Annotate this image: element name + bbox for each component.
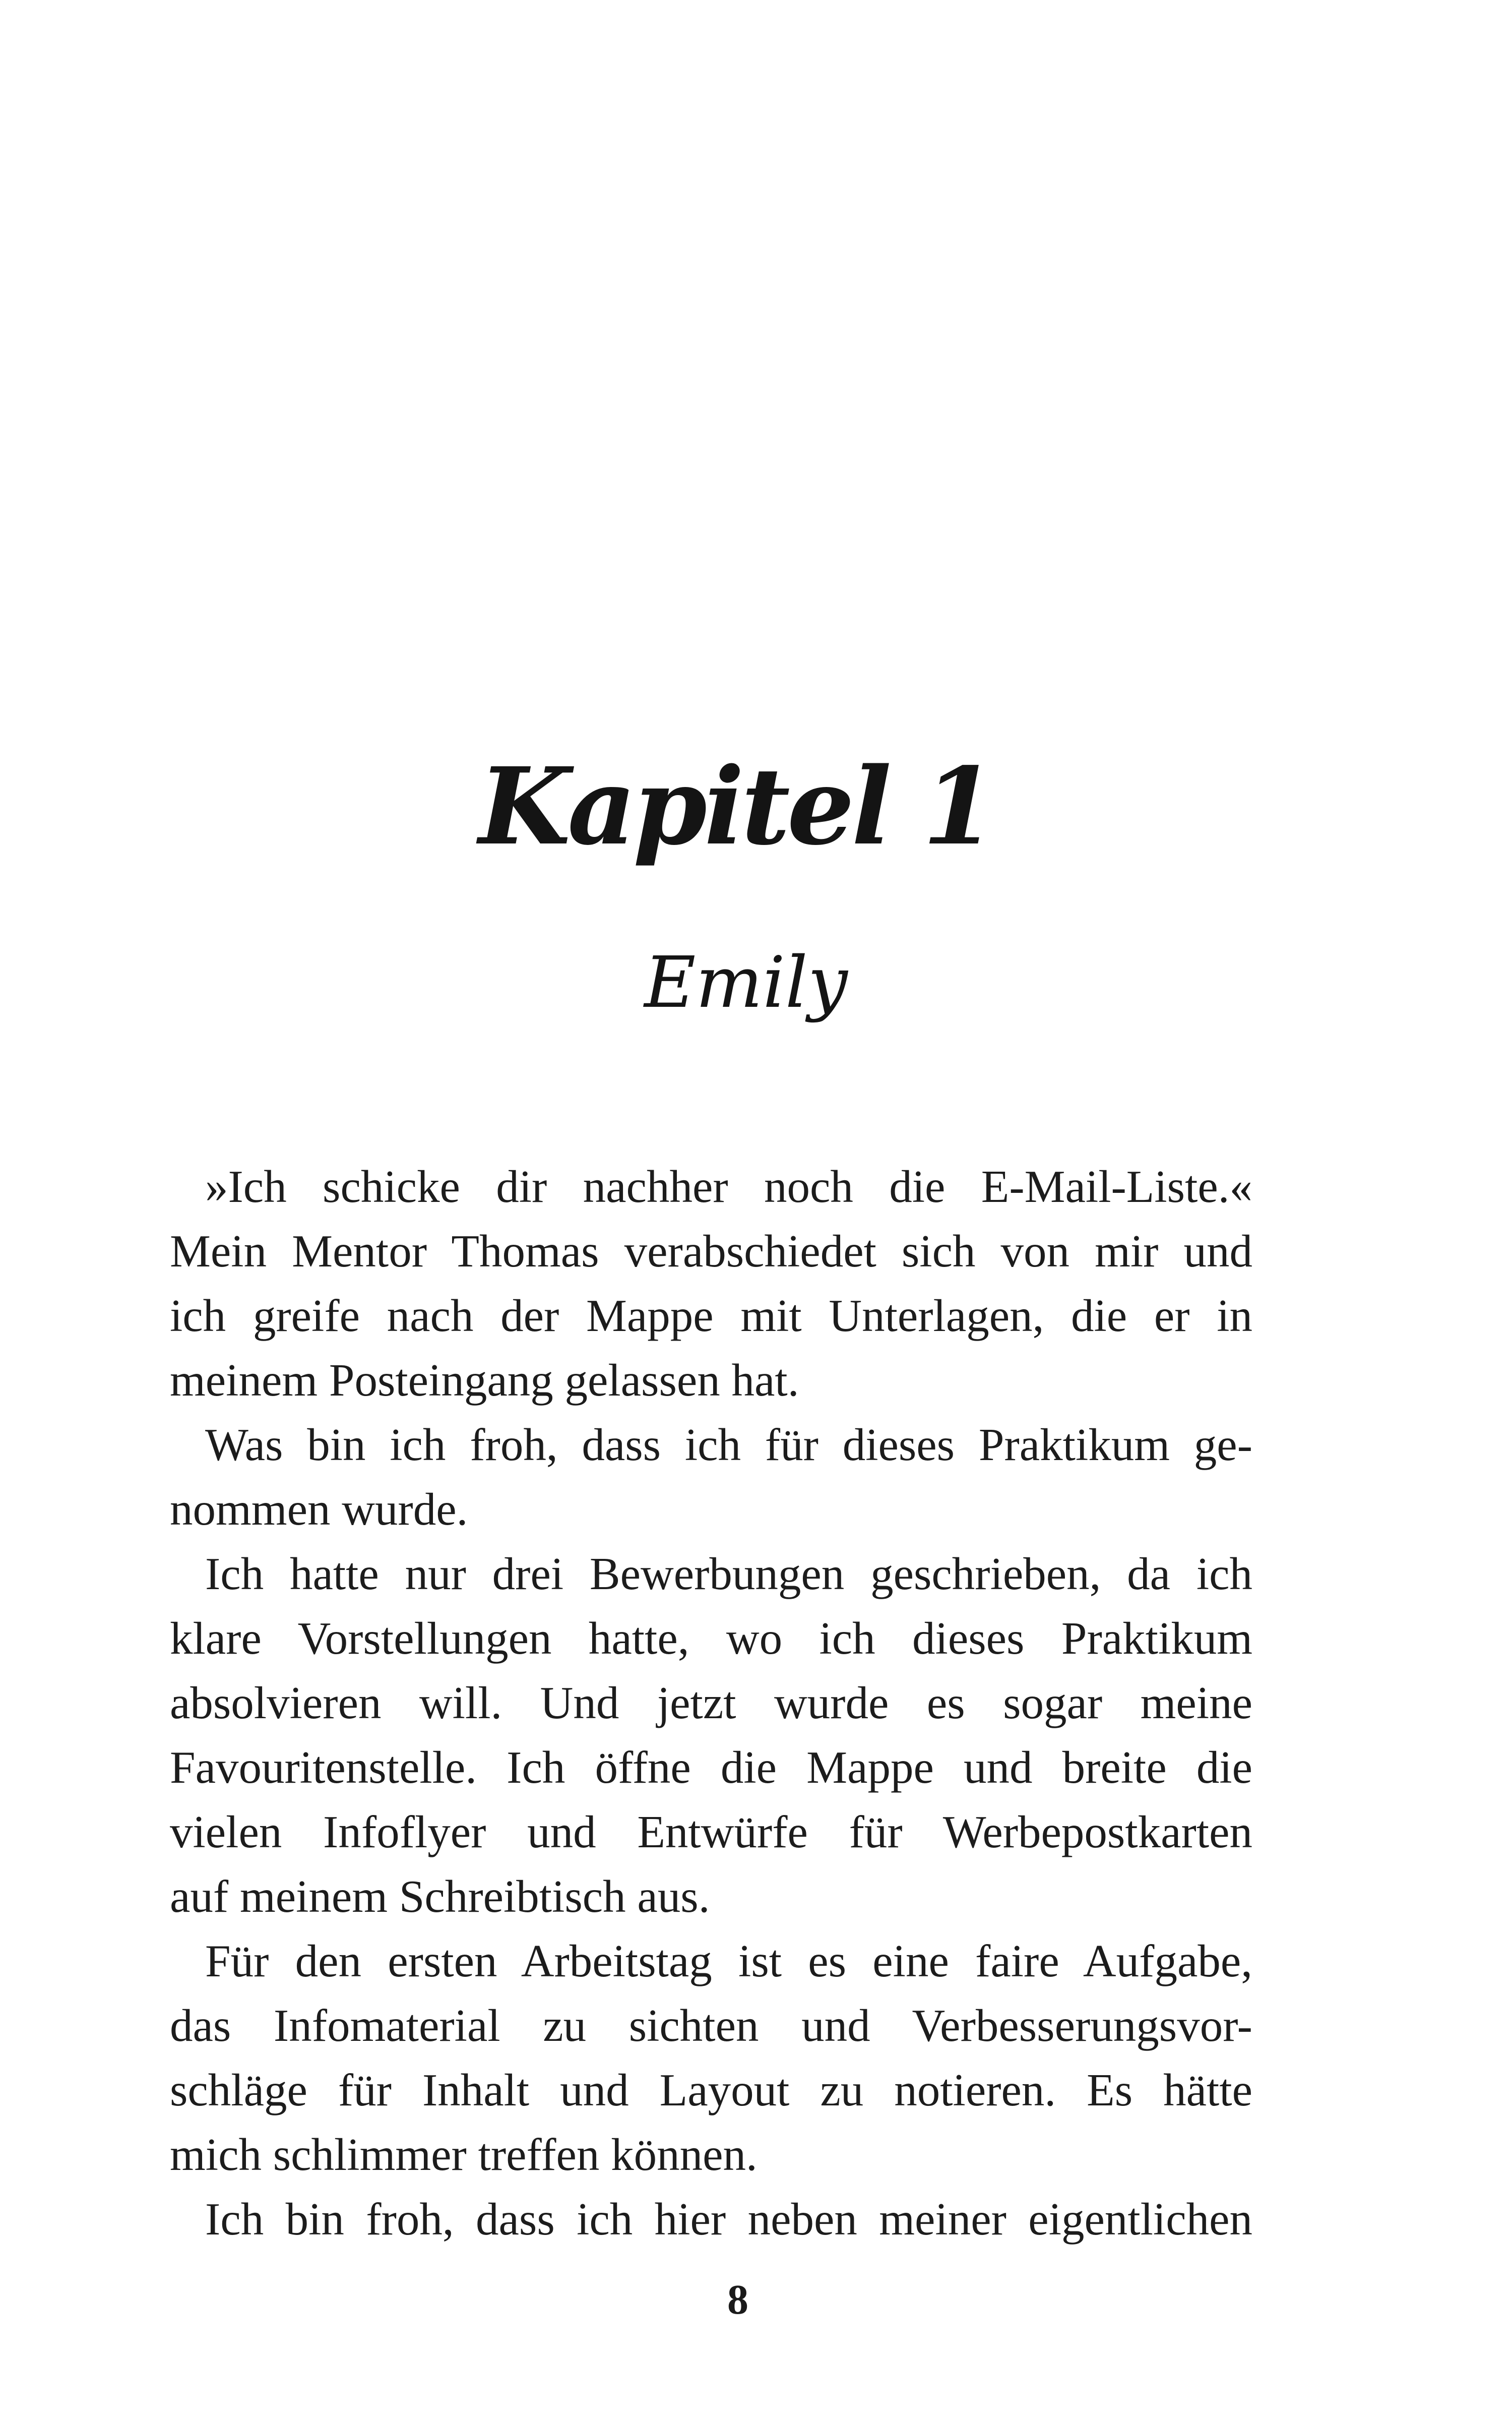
- paragraph: [170, 2187, 1252, 2252]
- text-line: nommen wurde.: [170, 1484, 468, 1535]
- text-line: »Ich schicke dir nachher noch die E-Mail-Liste.«: [205, 1161, 1252, 1212]
- paragraph: [170, 1542, 1252, 1929]
- text-line: mich schlimmer treffen können.: [170, 2129, 758, 2180]
- text-line: ich greife nach der Mappe mit Unterlagen, die er in: [170, 1290, 1252, 1341]
- body-text: [170, 1155, 1252, 2252]
- chapter-title: Kapitel 1: [478, 744, 993, 869]
- text-line: Ich hatte nur drei Bewerbungen geschrieben, da ich: [205, 1548, 1252, 1599]
- paragraph: [170, 1155, 1252, 1413]
- paragraph: [170, 1929, 1252, 2187]
- chapter-subtitle: Emily: [644, 942, 848, 1024]
- text-line: auf meinem Schreibtisch aus.: [170, 1871, 710, 1922]
- text-line: vielen Infoflyer und Entwürfe für Werbepostkarten: [170, 1806, 1252, 1857]
- text-line: Ich bin froh, dass ich hier neben meiner eigentlichen: [205, 2194, 1252, 2245]
- page-number: 8: [727, 2276, 748, 2323]
- text-line: Was bin ich froh, dass ich für dieses Praktikum ge-: [205, 1419, 1252, 1470]
- text-line: klare Vorstellungen hatte, wo ich dieses Praktikum: [170, 1613, 1252, 1664]
- text-line: schläge für Inhalt und Layout zu notieren. Es hätte: [170, 2065, 1252, 2115]
- text-line: Für den ersten Arbeitstag ist es eine faire Aufgabe,: [205, 1935, 1252, 1986]
- text-line: absolvieren will. Und jetzt wurde es sogar meine: [170, 1677, 1252, 1728]
- text-line: meinem Posteingang gelassen hat.: [170, 1355, 799, 1406]
- text-line: Favouritenstelle. Ich öffne die Mappe und breite die: [170, 1742, 1252, 1793]
- paragraph: [170, 1413, 1252, 1542]
- text-line: Mein Mentor Thomas verabschiedet sich von mir und: [170, 1226, 1252, 1277]
- text-line: das Infomaterial zu sichten und Verbesserungsvor-: [170, 2000, 1252, 2051]
